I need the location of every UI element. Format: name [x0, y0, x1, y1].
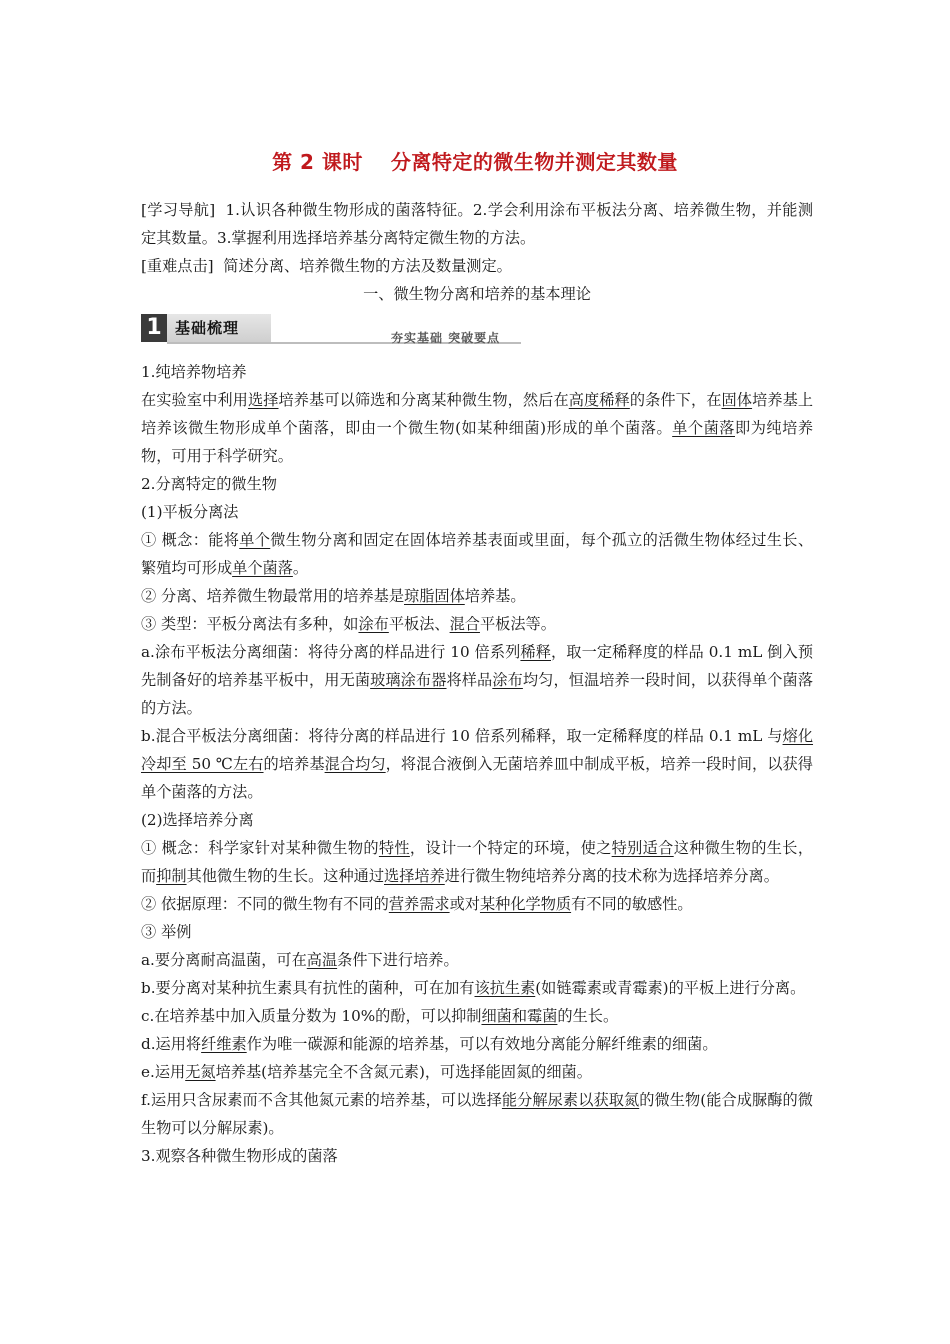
heading-2-1: (1)平板分离法: [141, 503, 239, 521]
guide-label: [学习导航]: [141, 201, 216, 219]
example-c: c.在培养基中加入质量分数为 10%的酚，可以抑制细菌和霉菌的生长。: [141, 1007, 619, 1025]
paragraph-selection-concept: ① 概念：科学家针对某种微生物的特性，设计一个特定的环境，使之特别适合这种微生物的生长，而抑制其他微生物的生长。这种通过选择培养进行微生物纯培养分离的技术称为选择培养分离。: [141, 839, 813, 885]
heading-2: 2.分离特定的微生物: [141, 475, 277, 493]
title-lesson: 第 2 课时: [272, 150, 363, 174]
key-label: [重难点击]: [141, 257, 214, 275]
example-a: a.要分离耐高温菌，可在高温条件下进行培养。: [141, 951, 459, 969]
paragraph-principle: ② 依据原理：不同的微生物有不同的营养需求或对某种化学物质有不同的敏感性。: [141, 895, 693, 913]
section-heading: 一、微生物分离和培养的基本理论: [363, 285, 591, 303]
heading-1: 1.纯培养物培养: [141, 363, 247, 381]
heading-3: 3.观察各种微生物形成的菌落: [141, 1147, 338, 1165]
key-points: [141, 252, 813, 280]
title-topic: 分离特定的微生物并测定其数量: [390, 150, 678, 174]
guide-text: 1.认识各种微生物形成的菌落特征。2.学会利用涂布平板法分离、培养微生物，并能测定其数量。3.掌握利用选择培养基分离特定微生物的方法。: [141, 201, 814, 247]
paragraph-spread-plate: a.涂布平板法分离细菌：将待分离的样品进行 10 倍系列稀释，取一定稀释度的样品 0.1 mL 倒入预先制备好的培养基平板中，用无菌玻璃涂布器将样品涂布均匀，恒温培养一段时间，以获得单个菌落的方法。: [141, 643, 814, 717]
paragraph-concept: ① 概念：能将单个微生物分离和固定在固体培养基表面或里面，每个孤立的活微生物体经过生长、繁殖均可形成单个菌落。: [141, 531, 813, 577]
heading-2-2: (2)选择培养分离: [141, 811, 254, 829]
key-text: 简述分离、培养微生物的方法及数量测定。: [223, 257, 512, 275]
banner-label: 基础梳理: [167, 314, 271, 342]
paragraph-types: ③ 类型：平板分离法有多种，如涂布平板法、混合平板法等。: [141, 615, 556, 633]
example-b: b.要分离对某种抗生素具有抗性的菌种，可在加有该抗生素(如链霉素或青霉素)的平板上进行分离。: [141, 979, 806, 997]
example-f: f.运用只含尿素而不含其他氮元素的培养基，可以选择能分解尿素以获取氮的微生物(能合成脲酶的微生物可以分解尿素)。: [141, 1091, 813, 1137]
banner-number: 1: [141, 314, 167, 342]
paragraph-1: 在实验室中利用选择培养基可以筛选和分离某种微生物，然后在高度稀释的条件下，在固体培养基上培养该微生物形成单个菌落，即由一个微生物(如某种细菌)形成的单个菌落。单个菌落即为纯培养物，可用于科学研究。: [141, 391, 814, 465]
page-title: [0, 146, 950, 175]
document-body: [141, 196, 813, 1170]
banner-subtitle: 夯实基础 突破要点: [391, 331, 501, 345]
learning-guide: [141, 196, 813, 252]
example-e: e.运用无氮培养基(培养基完全不含氮元素)，可选择能固氮的细菌。: [141, 1063, 592, 1081]
paragraph-pour-plate: b.混合平板法分离细菌：将待分离的样品进行 10 倍系列稀释，取一定稀释度的样品 0.1 mL 与熔化冷却至 50 ℃左右的培养基混合均匀，将混合液倒入无菌培养皿中制成平板，培养一段时间，以获得单个菌落的方法。: [141, 727, 814, 801]
example-d: d.运用将纤维素作为唯一碳源和能源的培养基，可以有效地分离能分解纤维素的细菌。: [141, 1035, 718, 1053]
section-banner: [141, 314, 521, 344]
paragraph-examples: ③ 举例: [141, 923, 192, 941]
paragraph-medium: ② 分离、培养微生物最常用的培养基是琼脂固体培养基。: [141, 587, 526, 605]
